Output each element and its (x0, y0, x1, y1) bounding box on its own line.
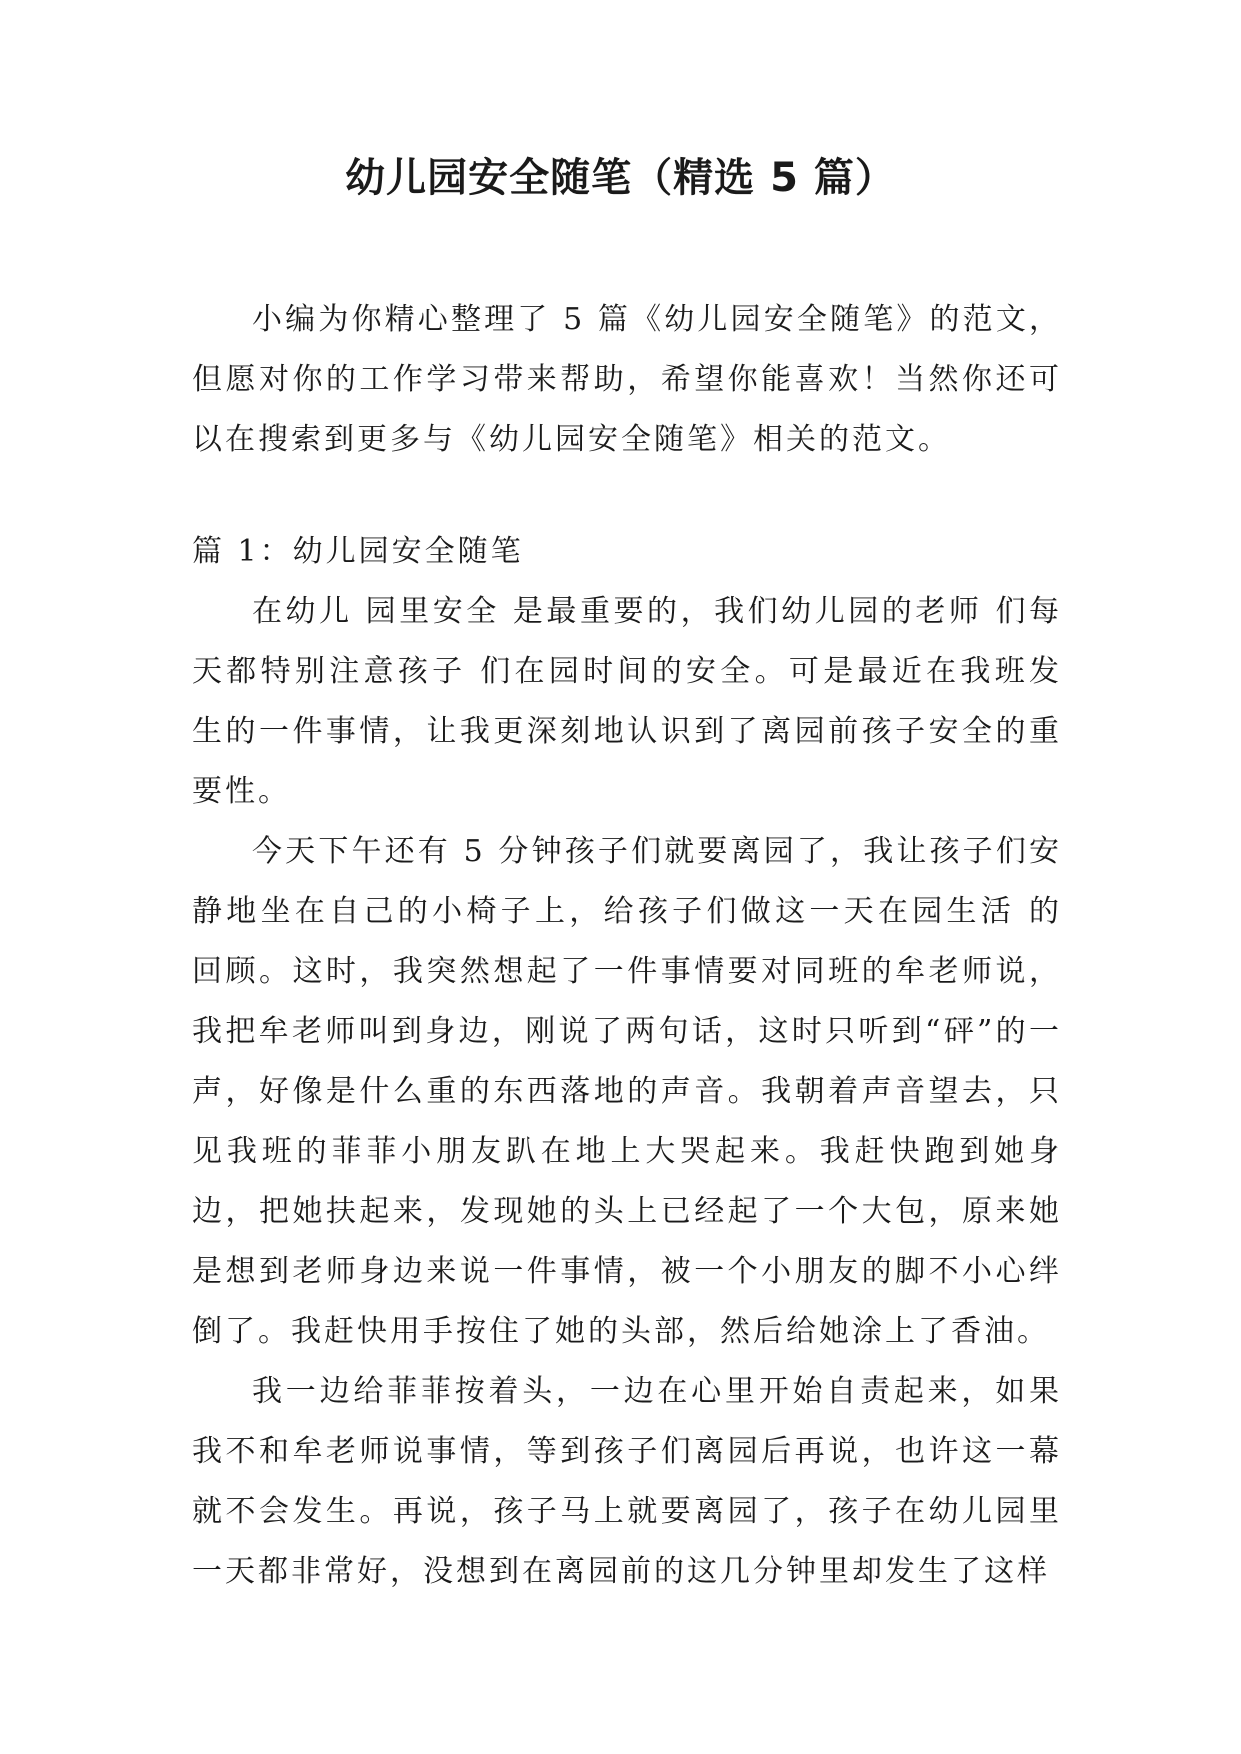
body-paragraph: 我一边给菲菲按着头，一边在心里开始自责起来，如果我不和牟老师说事情，等到孩子们离园后再说，也许这一幕就不会发生。再说，孩子马上就要离园了，孩子在幼儿园里一天都非常好，没想到在离园前的这几分钟里却发生了这样 (192, 1374, 1062, 1589)
intro-paragraph: 小编为你精心整理了 5 篇《幼儿园安全随笔》的范文，但愿对你的工作学习带来帮助，希望你能喜欢！当然你还可以在搜索到更多与《幼儿园安全随笔》相关的范文。 (192, 302, 1062, 457)
section-heading: 篇 1：幼儿园安全随笔 (192, 534, 524, 569)
body-paragraph: 今天下午还有 5 分钟孩子们就要离园了，我让孩子们安静地坐在自己的小椅子上，给孩子们做这一天在园生活 的回顾。这时，我突然想起了一件事情要对同班的牟老师说，我把牟老师叫到身边，刚说了两句话，这时只听到“砰”的一声，好像是什么重的东西落地的声音。我朝着声音望去，只见我班的菲菲小朋友趴在地上大哭起来。我赶快跑到她身边，把她扶起来，发现她的头上已经起了一个大包，原来她是想到老师身边来说一件事情，被一个小朋友的脚不小心绊倒了。我赶快用手按住了她的头部，然后给她涂上了香油。 (192, 834, 1062, 1349)
document-title: 幼儿园安全随笔（精选 5 篇） (345, 155, 896, 201)
section-1 (192, 522, 1062, 1602)
body-paragraph: 在幼儿 园里安全 是最重要的，我们幼儿园的老师 们每天都特别注意孩子 们在园时间的安全。可是最近在我班发生的一件事情，让我更深刻地认识到了离园前孩子安全的重要性。 (192, 594, 1062, 809)
